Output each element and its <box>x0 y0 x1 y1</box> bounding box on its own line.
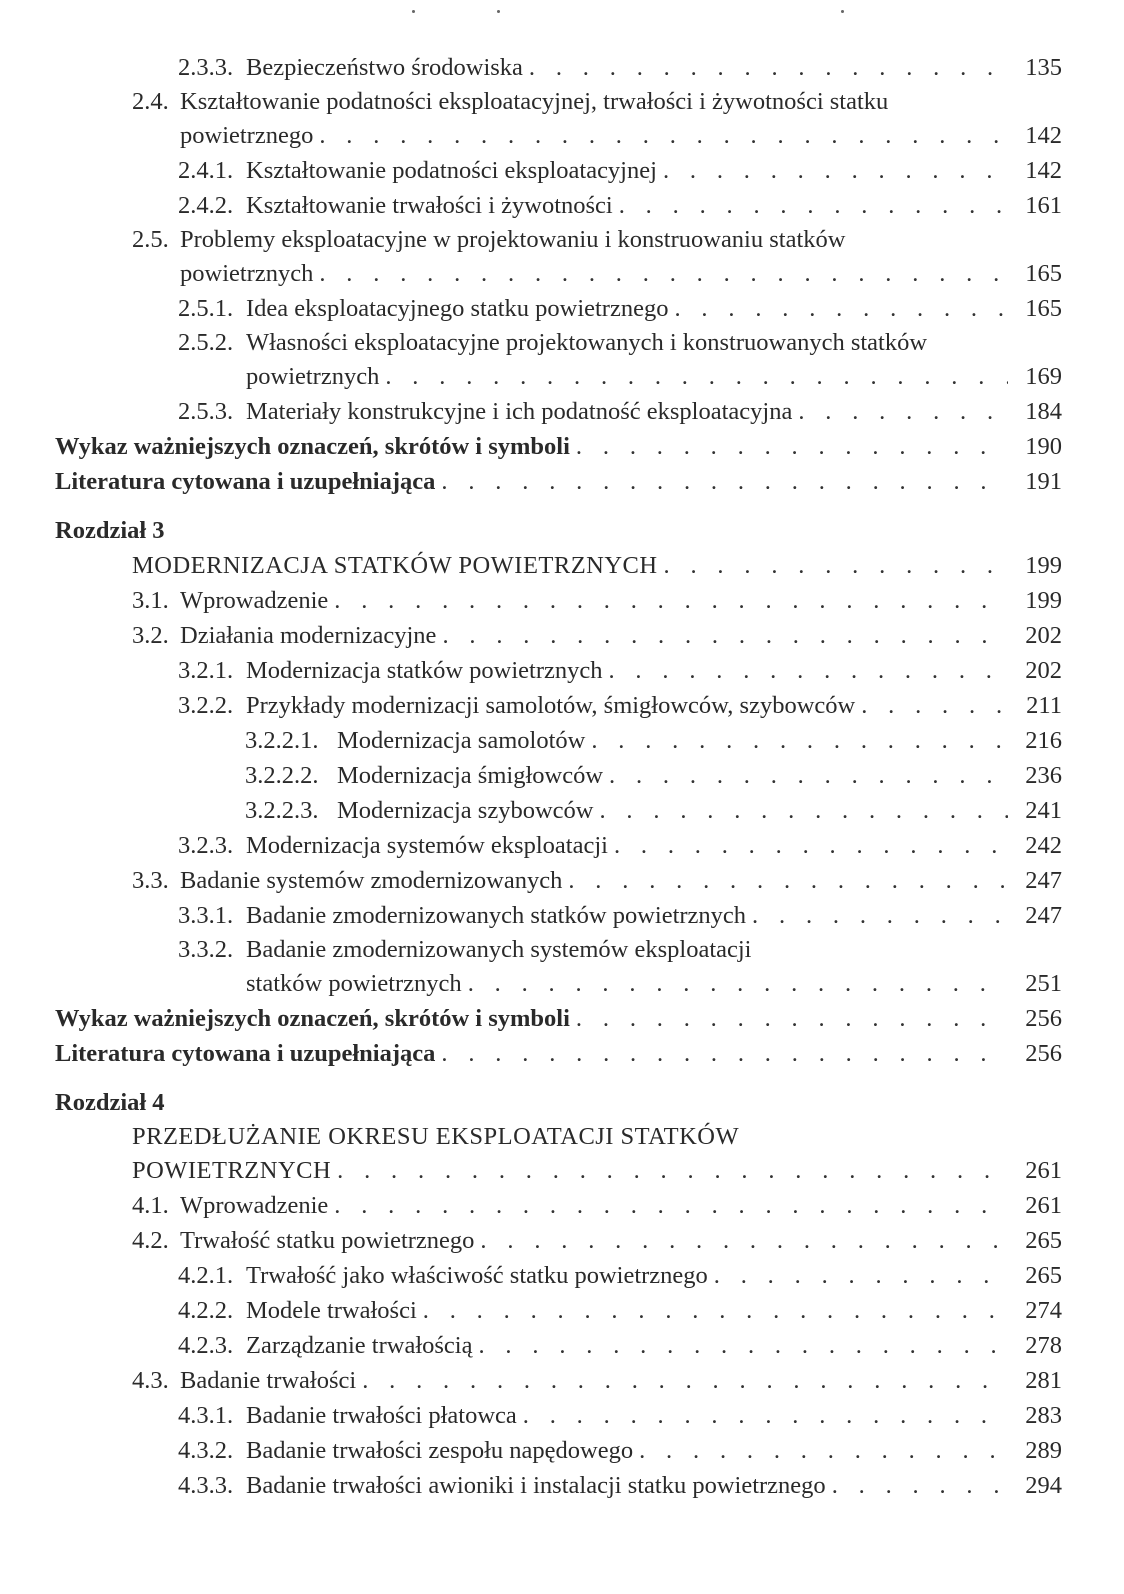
toc-entry[interactable] <box>0 1258 1124 1293</box>
page-number: 216 <box>1025 727 1062 754</box>
entry-number: 4.3. <box>132 1367 169 1394</box>
dot-leader <box>576 1001 1008 1036</box>
page-number: 211 <box>1026 692 1062 719</box>
entry-title: Wykaz ważniejszych oznaczeń, skrótów i symboli <box>55 433 570 460</box>
page-number: 261 <box>1025 1157 1062 1184</box>
toc-entry[interactable] <box>0 223 1124 291</box>
page-number: 142 <box>1025 157 1062 184</box>
entry-title: Wykaz ważniejszych oznaczeń, skrótów i symboli <box>55 1005 570 1032</box>
entry-number: 3.3.2. <box>178 936 234 963</box>
dot-leader <box>385 359 1008 394</box>
page-number: 283 <box>1025 1402 1062 1429</box>
scan-speckles <box>0 10 1124 22</box>
page-number: 251 <box>1025 970 1062 997</box>
entry-number: 2.4. <box>132 88 169 115</box>
entry-title: Wprowadzenie <box>180 587 329 614</box>
entry-number: 3.2.2.3. <box>245 797 319 824</box>
toc-entry[interactable] <box>0 394 1124 429</box>
entry-number: 2.4.1. <box>178 157 234 184</box>
toc-entry[interactable] <box>0 793 1124 828</box>
dot-leader <box>334 583 1008 618</box>
entry-number: 3.2.2.2. <box>245 762 319 789</box>
page-number: 247 <box>1025 902 1062 929</box>
toc-entry[interactable] <box>0 291 1124 326</box>
page-number: 202 <box>1025 657 1062 684</box>
section-gap <box>0 499 1124 513</box>
page-number: 236 <box>1025 762 1062 789</box>
entry-title: Idea eksploatacyjnego statku powietrznego <box>246 295 669 322</box>
dot-leader <box>478 1328 1008 1363</box>
entry-number: 4.1. <box>132 1192 169 1219</box>
dot-leader <box>529 50 1008 85</box>
toc-entry[interactable] <box>0 1398 1124 1433</box>
toc-entry[interactable] <box>0 653 1124 688</box>
page-number: 241 <box>1025 797 1062 824</box>
dot-leader <box>441 1036 1008 1071</box>
toc-entry[interactable] <box>0 828 1124 863</box>
toc-entry[interactable] <box>0 548 1124 583</box>
toc-entry[interactable] <box>0 1328 1124 1363</box>
entry-title: Badanie trwałości płatowca <box>246 1402 517 1429</box>
toc-entry[interactable] <box>0 688 1124 723</box>
entry-title: Działania modernizacyjne <box>180 622 437 649</box>
entry-number: 2.5.3. <box>178 398 234 425</box>
toc-entry[interactable] <box>0 464 1124 499</box>
entry-number: 4.2. <box>132 1227 169 1254</box>
entry-title: Badanie trwałości zespołu napędowego <box>246 1437 634 1464</box>
dot-leader <box>362 1363 1008 1398</box>
dot-leader <box>441 464 1008 499</box>
dot-leader <box>334 1188 1008 1223</box>
page-number: 265 <box>1025 1262 1062 1289</box>
dot-leader <box>752 898 1008 933</box>
page-number: 165 <box>1025 260 1062 287</box>
entry-title: Zarządzanie trwałością <box>246 1332 473 1359</box>
dot-leader <box>608 653 1008 688</box>
page-number: 184 <box>1025 398 1062 425</box>
chapter-title: MODERNIZACJA STATKÓW POWIETRZNYCH <box>132 552 658 579</box>
dot-leader <box>591 723 1008 758</box>
toc-entry[interactable] <box>0 1120 1124 1188</box>
entry-title-continued: powietrznego <box>180 122 314 149</box>
entry-number: 3.2.3. <box>178 832 234 859</box>
chapter-title-continued: POWIETRZNYCH <box>132 1157 332 1184</box>
entry-title: Modernizacja samolotów <box>337 727 586 754</box>
dot-leader <box>423 1293 1008 1328</box>
chapter-label: Rozdział 3 <box>55 517 165 544</box>
entry-number: 4.3.3. <box>178 1472 234 1499</box>
page-number: 265 <box>1025 1227 1062 1254</box>
entry-title: Badanie trwałości awioniki i instalacji statku powietrznego <box>246 1472 826 1499</box>
dot-leader <box>664 548 1008 583</box>
entry-number: 4.2.2. <box>178 1297 234 1324</box>
entry-title: Modele trwałości <box>246 1297 417 1324</box>
page-number: 281 <box>1025 1367 1062 1394</box>
dot-leader <box>639 1433 1008 1468</box>
entry-number: 4.3.1. <box>178 1402 234 1429</box>
page-number: 202 <box>1025 622 1062 649</box>
entry-number: 2.5.1. <box>178 295 234 322</box>
toc-entry[interactable] <box>0 723 1124 758</box>
entry-title-continued: powietrznych <box>180 260 314 287</box>
entry-title: Literatura cytowana i uzupełniająca <box>55 1040 436 1067</box>
entry-number: 2.5. <box>132 226 169 253</box>
entry-title: Badanie zmodernizowanych statków powietrznych <box>246 902 747 929</box>
dot-leader <box>599 793 1008 828</box>
entry-title: Trwałość statku powietrznego <box>180 1227 475 1254</box>
dot-leader <box>832 1468 1008 1503</box>
chapter-label: Rozdział 4 <box>55 1089 165 1116</box>
entry-title: Bezpieczeństwo środowiska <box>246 54 523 81</box>
dot-leader <box>576 429 1008 464</box>
dot-leader <box>609 758 1008 793</box>
toc-entry[interactable] <box>0 1001 1124 1036</box>
page-number: 289 <box>1025 1437 1062 1464</box>
dot-leader <box>468 966 1008 1001</box>
entry-title: Badanie trwałości <box>180 1367 357 1394</box>
page-number: 191 <box>1025 468 1062 495</box>
entry-title: Własności eksploatacyjne projektowanych i konstruowanych statków <box>246 329 928 356</box>
page-number: 256 <box>1025 1005 1062 1032</box>
page-number: 274 <box>1025 1297 1062 1324</box>
dot-leader <box>523 1398 1008 1433</box>
entry-title: Literatura cytowana i uzupełniająca <box>55 468 436 495</box>
page-number: 242 <box>1025 832 1062 859</box>
toc-entry[interactable] <box>0 429 1124 464</box>
entry-number: 3.3.1. <box>178 902 234 929</box>
toc-entry[interactable] <box>0 1188 1124 1223</box>
page-number: 169 <box>1025 363 1062 390</box>
page-number: 142 <box>1025 122 1062 149</box>
entry-number: 3.2.2.1. <box>245 727 319 754</box>
toc-entry[interactable] <box>0 1468 1124 1503</box>
entry-number: 3.2.2. <box>178 692 234 719</box>
entry-number: 4.2.1. <box>178 1262 234 1289</box>
entry-title: Badanie zmodernizowanych systemów eksploatacji <box>246 936 752 963</box>
entry-title: Modernizacja śmigłowców <box>337 762 604 789</box>
dot-leader <box>614 828 1008 863</box>
page-number: 294 <box>1025 1472 1062 1499</box>
entry-title: Problemy eksploatacyjne w projektowaniu i konstruowaniu statków <box>180 226 846 253</box>
toc-entry[interactable] <box>0 1223 1124 1258</box>
entry-title: Badanie systemów zmodernizowanych <box>180 867 563 894</box>
toc-entry[interactable] <box>0 933 1124 1001</box>
entry-number: 2.3.3. <box>178 54 234 81</box>
toc-entry[interactable] <box>0 1433 1124 1468</box>
dot-leader <box>663 153 1008 188</box>
page-number: 190 <box>1025 433 1062 460</box>
page-number: 199 <box>1025 552 1062 579</box>
toc-entry[interactable] <box>0 863 1124 898</box>
dot-leader <box>798 394 1008 429</box>
page-number: 199 <box>1025 587 1062 614</box>
toc-entry[interactable] <box>0 153 1124 188</box>
entry-title: Modernizacja systemów eksploatacji <box>246 832 608 859</box>
dot-leader <box>442 618 1008 653</box>
entry-title: Modernizacja szybowców <box>337 797 594 824</box>
table-of-contents <box>0 50 1124 1503</box>
page-number: 247 <box>1025 867 1062 894</box>
entry-title: Kształtowanie trwałości i żywotności <box>246 192 613 219</box>
page-number: 161 <box>1025 192 1062 219</box>
entry-number: 4.2.3. <box>178 1332 234 1359</box>
toc-entry[interactable] <box>0 1293 1124 1328</box>
chapter-title: PRZEDŁUŻANIE OKRESU EKSPLOATACJI STATKÓW <box>132 1123 740 1150</box>
dot-leader <box>568 863 1008 898</box>
entry-number: 3.2. <box>132 622 169 649</box>
entry-title: Kształtowanie podatności eksploatacyjnej, trwałości i żywotności statku <box>180 88 889 115</box>
dot-leader <box>319 118 1008 153</box>
entry-title-continued: powietrznych <box>246 363 380 390</box>
toc-entry[interactable] <box>0 50 1124 85</box>
dot-leader <box>714 1258 1008 1293</box>
dot-leader <box>337 1153 1008 1188</box>
toc-entry[interactable] <box>0 618 1124 653</box>
page-number: 278 <box>1025 1332 1062 1359</box>
page-number: 165 <box>1025 295 1062 322</box>
dot-leader <box>319 256 1008 291</box>
toc-entry[interactable] <box>0 1036 1124 1071</box>
page-number: 256 <box>1025 1040 1062 1067</box>
entry-title: Trwałość jako właściwość statku powietrznego <box>246 1262 708 1289</box>
toc-entry[interactable] <box>0 758 1124 793</box>
page-number: 135 <box>1025 54 1062 81</box>
entry-title: Modernizacja statków powietrznych <box>246 657 603 684</box>
entry-number: 2.5.2. <box>178 329 234 356</box>
dot-leader <box>861 688 1008 723</box>
entry-number: 4.3.2. <box>178 1437 234 1464</box>
toc-entry[interactable] <box>0 85 1124 153</box>
entry-number: 3.2.1. <box>178 657 234 684</box>
entry-title: Materiały konstrukcyjne i ich podatność eksploatacyjna <box>246 398 793 425</box>
entry-number: 2.4.2. <box>178 192 234 219</box>
entry-title: Wprowadzenie <box>180 1192 329 1219</box>
entry-number: 3.1. <box>132 587 169 614</box>
dot-leader <box>619 188 1008 223</box>
dot-leader <box>480 1223 1008 1258</box>
toc-entry[interactable] <box>0 1363 1124 1398</box>
entry-number: 3.3. <box>132 867 169 894</box>
toc-entry[interactable] <box>0 583 1124 618</box>
entry-title: Przykłady modernizacji samolotów, śmigłowców, szybowców <box>246 692 856 719</box>
toc-entry[interactable] <box>0 326 1124 394</box>
section-gap <box>0 1071 1124 1085</box>
entry-title: Kształtowanie podatności eksploatacyjnej <box>246 157 657 184</box>
dot-leader <box>674 291 1008 326</box>
toc-entry[interactable] <box>0 898 1124 933</box>
page-number: 261 <box>1025 1192 1062 1219</box>
toc-entry[interactable] <box>0 188 1124 223</box>
entry-title-continued: statków powietrznych <box>246 970 462 997</box>
